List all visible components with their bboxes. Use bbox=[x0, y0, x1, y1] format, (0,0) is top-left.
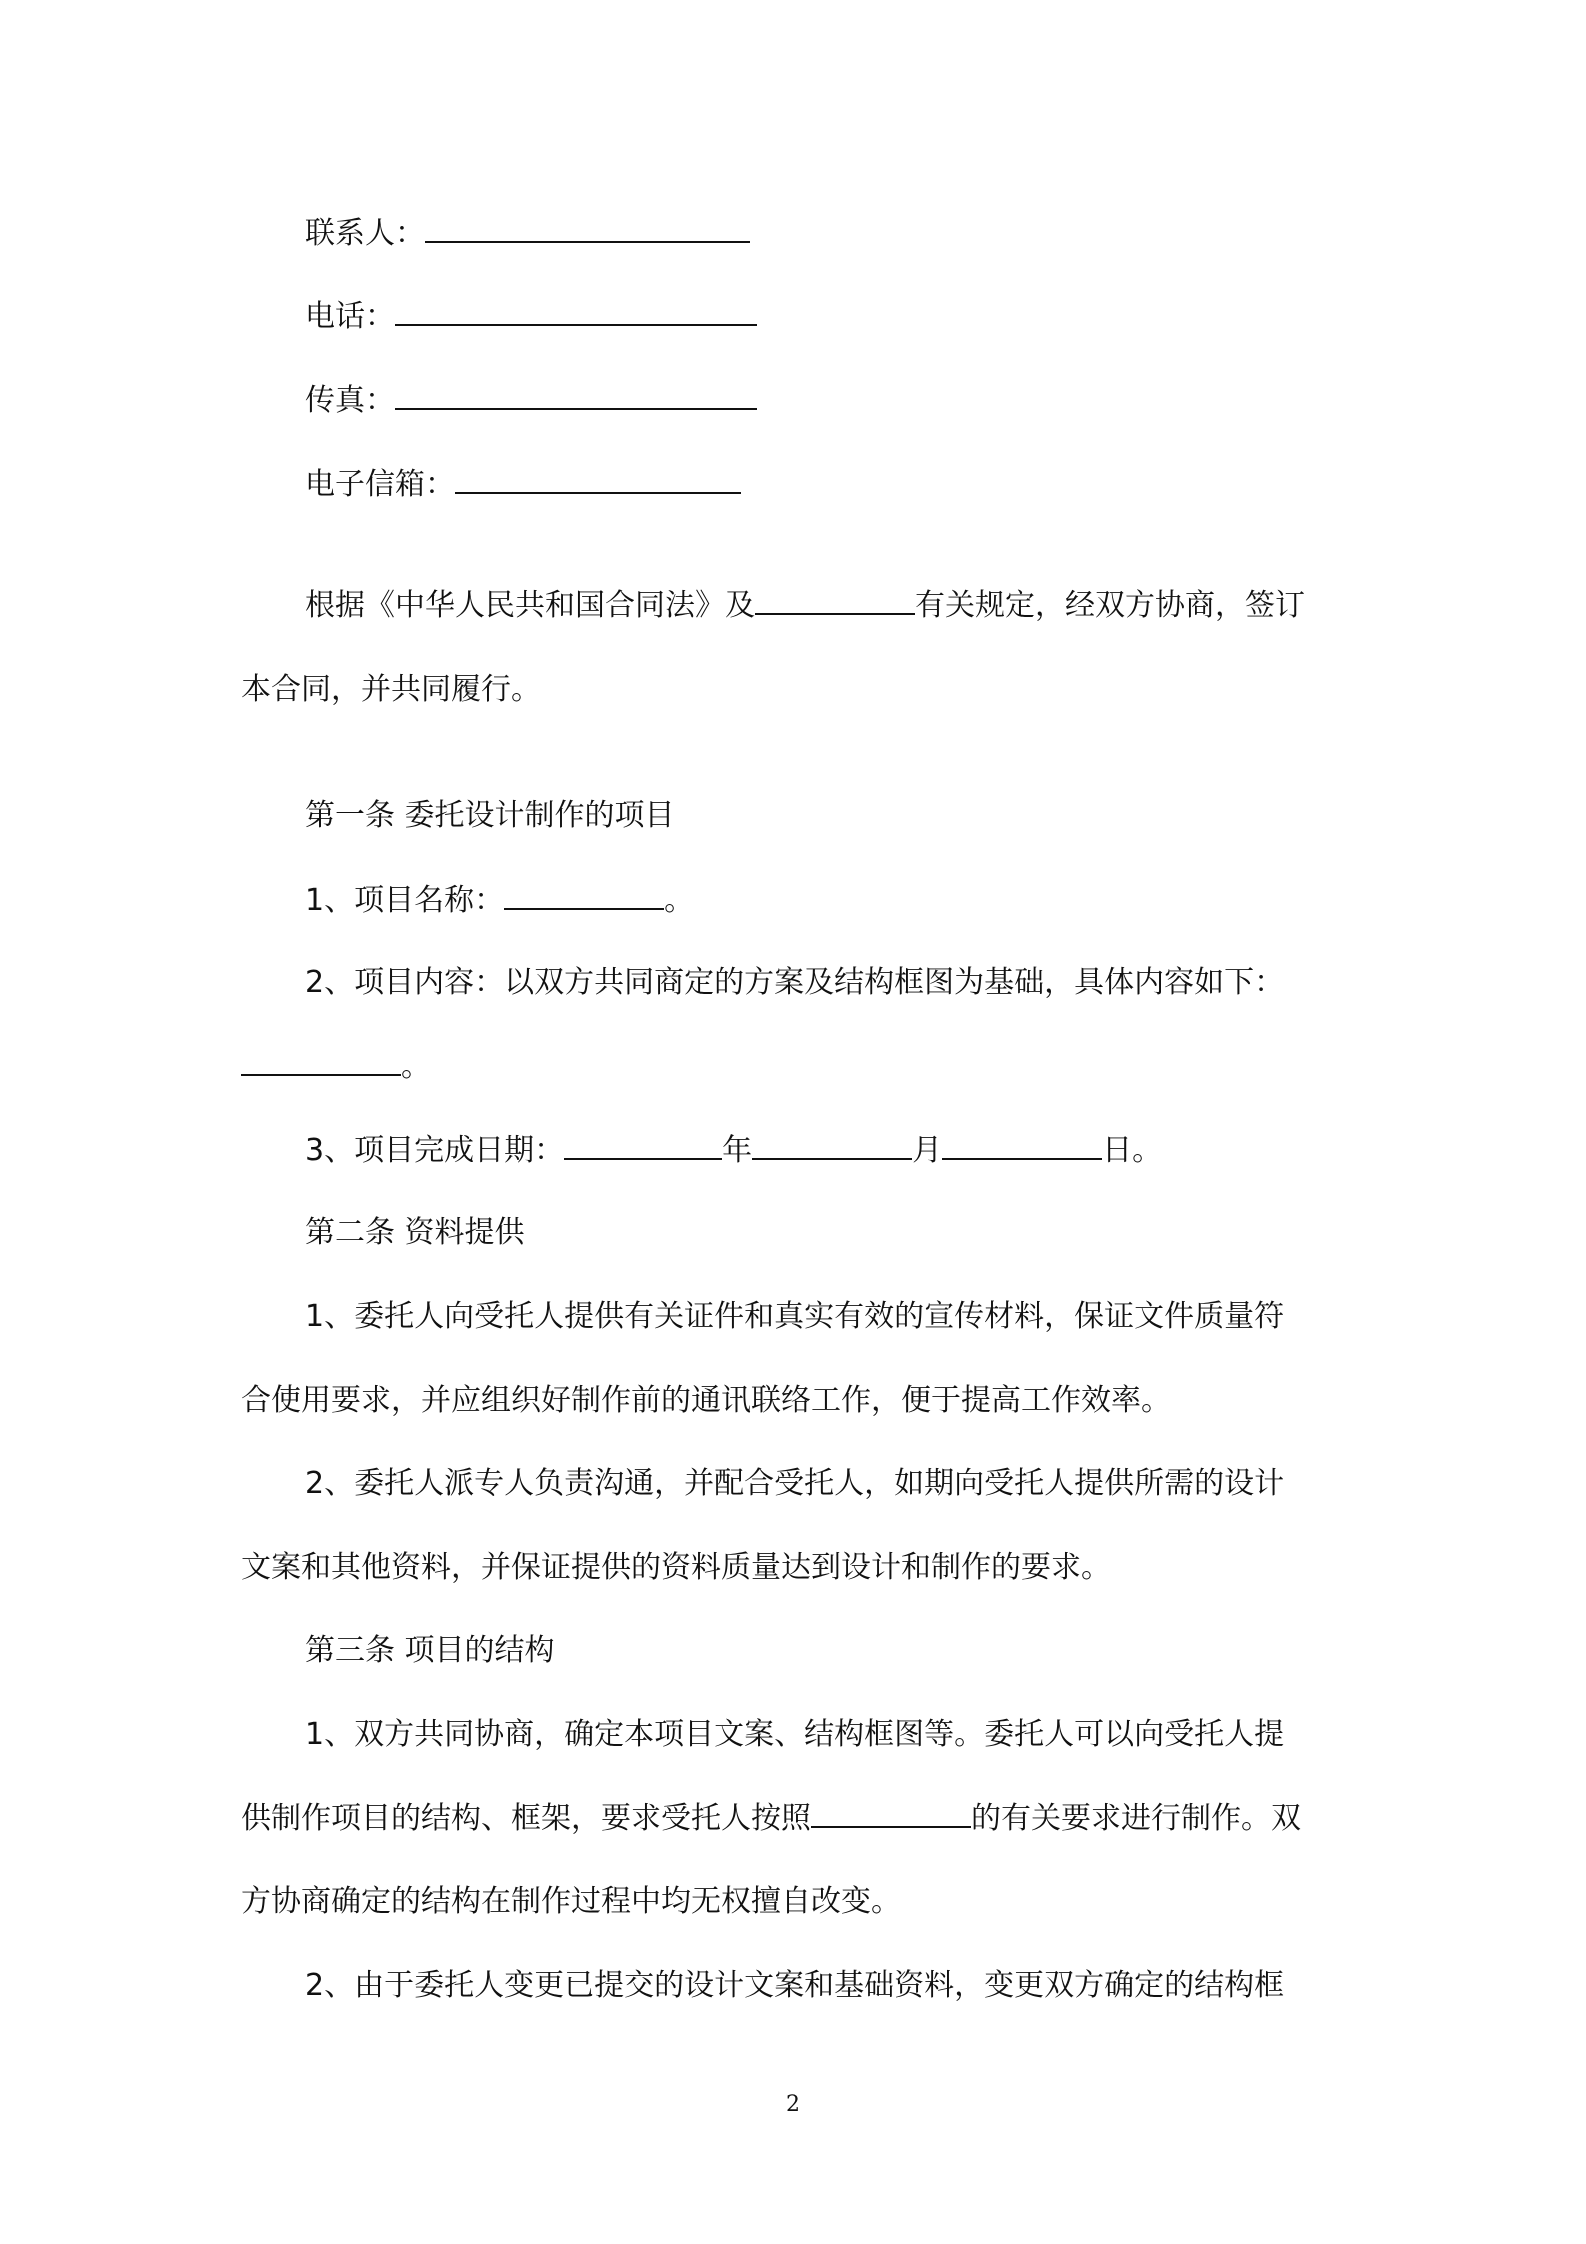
fax-blank bbox=[395, 380, 757, 410]
phone-line bbox=[305, 296, 757, 337]
art3-p1-text-a: 供制作项目的结构、框架，要求受托人按照 bbox=[241, 1801, 811, 1836]
art1-item-2-end: 。 bbox=[401, 1049, 431, 1084]
fax-line bbox=[305, 380, 757, 421]
intro-text-a: 根据《中华人民共和国合同法》及 bbox=[305, 588, 755, 623]
email-line bbox=[305, 464, 741, 505]
art2-p1-line-1: 1、委托人向受托人提供有关证件和真实有效的宣传材料，保证文件质量符 bbox=[305, 1299, 1285, 1334]
email-label: 电子信箱： bbox=[305, 467, 455, 502]
requirement-blank bbox=[811, 1798, 971, 1828]
article-2-heading: 第二条 资料提供 bbox=[305, 1215, 525, 1250]
phone-blank bbox=[395, 296, 757, 326]
art1-item-1-label: 1、项目名称： bbox=[305, 883, 505, 918]
intro-line-2: 本合同，并共同履行。 bbox=[241, 672, 541, 707]
project-content-blank bbox=[241, 1046, 401, 1076]
year-label: 年 bbox=[722, 1133, 753, 1168]
day-blank bbox=[942, 1130, 1102, 1160]
art1-item-1 bbox=[305, 880, 694, 921]
contact-person-blank bbox=[425, 213, 750, 243]
art1-item-1-end: 。 bbox=[664, 883, 695, 918]
art1-item-3-label: 3、项目完成日期： bbox=[305, 1133, 565, 1168]
page-number: 2 bbox=[786, 2092, 800, 2117]
month-label: 月 bbox=[912, 1133, 943, 1168]
article-1-heading: 第一条 委托设计制作的项目 bbox=[305, 798, 675, 833]
phone-label: 电话： bbox=[305, 299, 395, 334]
contact-person-label: 联系人： bbox=[305, 216, 425, 251]
art1-item-2-cont bbox=[241, 1046, 431, 1087]
day-label: 日。 bbox=[1102, 1133, 1163, 1168]
email-blank bbox=[455, 464, 741, 494]
art2-p2-line-1: 2、委托人派专人负责沟通，并配合受托人，如期向受托人提供所需的设计 bbox=[305, 1466, 1285, 1501]
art3-p1-line-2 bbox=[241, 1798, 1301, 1839]
contact-person-line bbox=[305, 213, 750, 254]
fax-label: 传真： bbox=[305, 383, 395, 418]
intro-blank bbox=[755, 585, 915, 615]
art3-p2-line-1: 2、由于委托人变更已提交的设计文案和基础资料，变更双方确定的结构框 bbox=[305, 1968, 1285, 2003]
intro-line-1 bbox=[305, 585, 1305, 626]
intro-text-b: 有关规定，经双方协商，签订 bbox=[915, 588, 1305, 623]
project-name-blank bbox=[504, 880, 664, 910]
art2-p2-line-2: 文案和其他资料，并保证提供的资料质量达到设计和制作的要求。 bbox=[241, 1550, 1111, 1585]
art3-p1-text-b: 的有关要求进行制作。双 bbox=[971, 1801, 1301, 1836]
article-3-heading: 第三条 项目的结构 bbox=[305, 1633, 555, 1668]
art3-p1-line-1: 1、双方共同协商，确定本项目文案、结构框图等。委托人可以向受托人提 bbox=[305, 1717, 1285, 1752]
art3-p1-line-3: 方协商确定的结构在制作过程中均无权擅自改变。 bbox=[241, 1884, 901, 1919]
month-blank bbox=[752, 1130, 912, 1160]
art2-p1-line-2: 合使用要求，并应组织好制作前的通讯联络工作，便于提高工作效率。 bbox=[241, 1383, 1171, 1418]
art1-item-3 bbox=[305, 1130, 1162, 1171]
year-blank bbox=[564, 1130, 722, 1160]
art1-item-2: 2、项目内容：以双方共同商定的方案及结构框图为基础，具体内容如下： bbox=[305, 965, 1285, 1000]
